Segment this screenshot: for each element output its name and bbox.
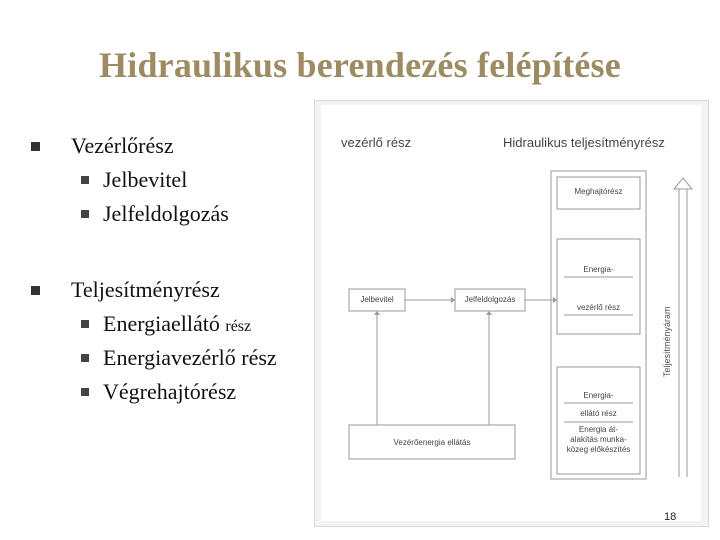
square-bullet-icon xyxy=(81,320,89,328)
square-bullet-icon xyxy=(31,286,40,295)
square-bullet-icon xyxy=(81,388,89,396)
sub-bullet-jelfeldolgozas: Jelfeldolgozás xyxy=(103,201,229,227)
slide-title: Hidraulikus berendezés felépítése xyxy=(99,45,621,85)
page-number: 18 xyxy=(664,511,677,523)
jelfeldolgozas-label: Jelfeldolgozás xyxy=(464,295,516,304)
sub-bullet-energiaellato: Energiaellátó rész xyxy=(103,311,251,337)
meghajto-label: Meghajtórész xyxy=(574,187,623,196)
energiavezerlo-label-2: vezérlő rész xyxy=(576,303,621,312)
energiaellato-box xyxy=(557,367,640,474)
power-flow-label: Teljesítményáram xyxy=(662,306,672,377)
bullet-vezerloresz: Vezérlőrész xyxy=(71,133,174,159)
atalakitas-label-1: Energia át- xyxy=(578,425,619,434)
power-part-heading: Hidraulikus teljesítményrész xyxy=(503,135,665,150)
atalakitas-label-3: közeg előkészítés xyxy=(566,445,631,454)
sub-bullet-jelbevitel: Jelbevitel xyxy=(103,167,187,193)
hydraulic-structure-diagram xyxy=(314,100,709,527)
vezeroenergia-label: Vezérőenergia ellátás xyxy=(393,438,471,447)
square-bullet-icon xyxy=(81,210,89,218)
energiaellato-label-2: ellátó rész xyxy=(580,409,617,418)
diagram-lines xyxy=(321,105,701,521)
atalakitas-label-2: alakítás munka- xyxy=(570,435,627,444)
square-bullet-icon xyxy=(31,142,40,151)
diagram-canvas xyxy=(321,105,701,521)
sub-bullet-energiavezerlo: Energiavezérlő rész xyxy=(103,345,277,371)
jelbevitel-label: Jelbevitel xyxy=(360,295,394,304)
energiavezerlo-label-1: Energia- xyxy=(583,265,614,274)
bullet-teljesitmenyresz: Teljesítményrész xyxy=(71,277,220,303)
control-part-heading: vezérlő rész xyxy=(341,135,412,150)
energiaellato-label-1: Energia- xyxy=(583,391,614,400)
square-bullet-icon xyxy=(81,354,89,362)
energiavezerlo-box xyxy=(557,239,640,334)
square-bullet-icon xyxy=(81,176,89,184)
sub-bullet-vegrehajto: Végrehajtórész xyxy=(103,379,236,405)
